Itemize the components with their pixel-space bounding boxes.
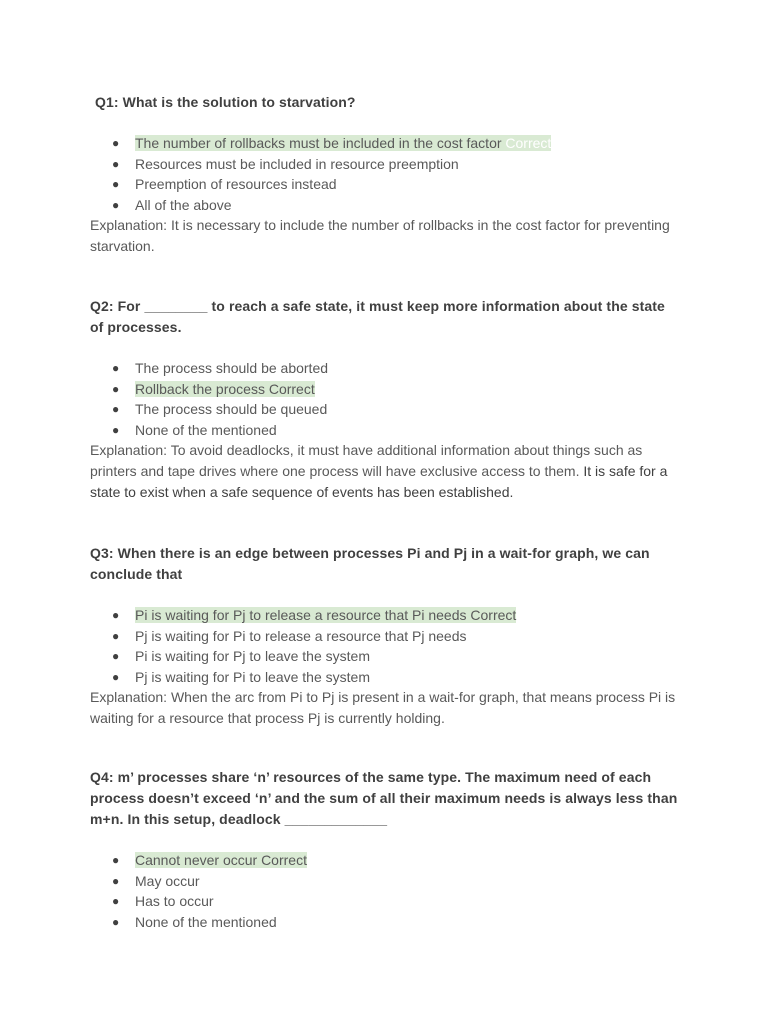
option-text: None of the mentioned [135, 421, 277, 438]
explanation [90, 440, 680, 502]
options-list [90, 605, 690, 687]
correct-tag: Correct [505, 135, 552, 151]
question-title: Q3: When there is an edge between processes Pi and Pj in a wait-for graph, we can conclude that [90, 545, 650, 582]
bullet-icon: ● [112, 873, 120, 888]
bullet-icon: ● [112, 669, 120, 684]
bullet-icon: ● [112, 628, 120, 643]
bullet-icon: ● [112, 894, 120, 909]
explanation: Explanation: When the arc from Pi to Pj is present in a wait-for graph, that means process Pi is waiting for a resource that process Pj is currently holding. [90, 689, 676, 726]
option-item [90, 891, 690, 912]
question-1 [90, 92, 695, 257]
correct-answer-highlight: Cannot never occur Correct [135, 852, 307, 868]
bullet-icon: ● [112, 381, 120, 396]
bullet-icon: ● [112, 136, 120, 150]
option-item [90, 358, 690, 379]
options-list [90, 850, 690, 932]
question-title: Q2: For ________ to reach a safe state, it must keep more information about the state of processes. [90, 298, 665, 335]
explanation-text: Explanation: To avoid deadlocks, it must have additional information about things such as printers and tape drives where one process will have exclusive access to them. [90, 442, 643, 479]
option-item [90, 646, 690, 667]
bullet-icon: ● [112, 402, 120, 417]
option-text: All of the above [135, 196, 232, 213]
option-item [90, 133, 695, 154]
question-3 [90, 543, 690, 729]
option-text: The process should be aborted [135, 360, 329, 376]
option-item [90, 912, 690, 933]
option-text: Pj is waiting for Pi to release a resource that Pj needs [135, 627, 467, 644]
question-title: Q4: m’ processes share ‘n’ resources of the same type. The maximum need of each process doesn’t exceed ‘n’ and the sum of all their maximum needs is always less than m+n. In this setup, deadlock _____________ [90, 769, 678, 827]
option-item [90, 605, 690, 626]
option-text: Has to occur [135, 893, 214, 910]
options-list [90, 358, 690, 440]
option-item [90, 379, 690, 400]
option-item [90, 871, 690, 892]
bullet-icon: ● [112, 156, 120, 171]
option-text: None of the mentioned [135, 913, 277, 930]
correct-answer-highlight: Pi is waiting for Pj to release a resource that Pi needs Correct [135, 607, 517, 623]
question-4 [90, 767, 690, 932]
option-text: Resources must be included in resource preemption [135, 155, 459, 172]
bullet-icon: ● [112, 608, 120, 622]
bullet-icon: ● [112, 422, 120, 437]
option-text: The number of rollbacks must be included in the cost factor [135, 135, 506, 151]
option-text: The process should be queued [135, 401, 328, 418]
option-item [90, 174, 695, 195]
bullet-icon: ● [112, 197, 120, 212]
option-text: Preemption of resources instead [135, 176, 337, 193]
option-item [90, 420, 690, 441]
option-text: Pi is waiting for Pj to leave the system [135, 648, 370, 665]
option-item [90, 154, 695, 175]
option-item [90, 195, 695, 216]
options-list [90, 133, 695, 215]
option-item [90, 399, 690, 420]
option-item [90, 850, 690, 871]
bullet-icon: ● [112, 177, 120, 192]
correct-answer-highlight: Rollback the process Correct [135, 380, 315, 397]
question-2 [90, 296, 690, 502]
bullet-icon: ● [112, 649, 120, 664]
option-text: Pj is waiting for Pi to leave the system [135, 668, 370, 685]
bullet-icon: ● [112, 853, 120, 867]
bullet-icon: ● [112, 914, 120, 929]
explanation: Explanation: It is necessary to include the number of rollbacks in the cost factor for preventing starvation. [90, 217, 670, 254]
bullet-icon: ● [112, 361, 120, 375]
option-item [90, 667, 690, 688]
correct-answer-highlight [135, 135, 551, 151]
option-item [90, 626, 690, 647]
option-text: May occur [135, 872, 200, 889]
explanation-extra-text: It is safe for a state to exist when a safe sequence of events has been established. [90, 462, 668, 500]
question-title: Q1: What is the solution to starvation? [95, 94, 356, 110]
